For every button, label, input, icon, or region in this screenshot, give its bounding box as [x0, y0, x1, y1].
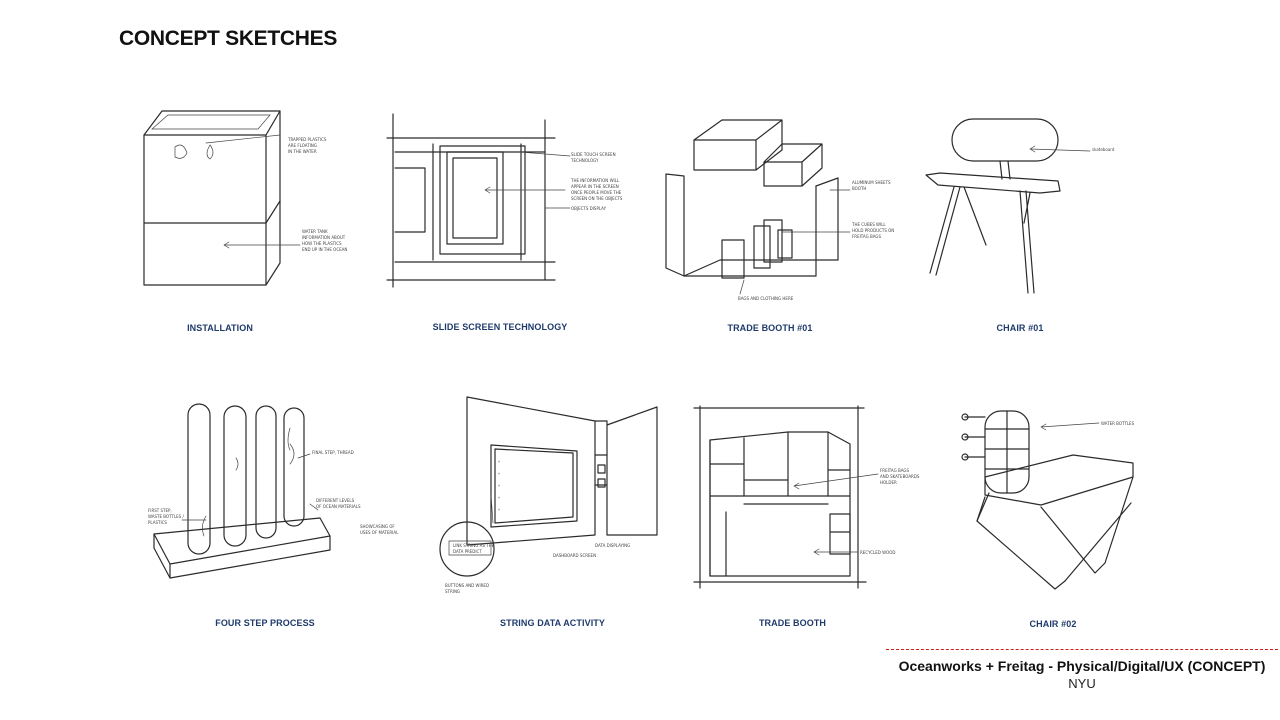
svg-text:LINK STRING AS THE: LINK STRING AS THE [453, 543, 495, 548]
svg-text:BUTTONS AND WIRED: BUTTONS AND WIRED [445, 583, 490, 588]
caption-chair-02: CHAIR #02 [1029, 619, 1077, 629]
svg-text:WASTE BOTTLES /: WASTE BOTTLES / [148, 514, 184, 519]
caption-four-step: FOUR STEP PROCESS [215, 618, 315, 628]
caption-trade-booth-01: TRADE BOOTH #01 [727, 323, 813, 333]
svg-text:HOLD PRODUCTS ON: HOLD PRODUCTS ON [852, 228, 895, 233]
caption-string-data: STRING DATA ACTIVITY [500, 618, 605, 628]
installation-sketch [130, 105, 360, 295]
svg-text:HOW THE PLASTICS: HOW THE PLASTICS [302, 241, 342, 246]
svg-text:PLASTICS: PLASTICS [148, 520, 167, 525]
caption-installation: INSTALLATION [187, 323, 253, 333]
svg-text:WATER TANK: WATER TANK [302, 229, 328, 234]
slide-screen-sketch [385, 112, 635, 292]
caption-slide-screen: SLIDE SCREEN TECHNOLOGY [432, 322, 568, 332]
svg-text:ARE FLOATING: ARE FLOATING [288, 143, 317, 148]
svg-text:END UP IN THE OCEAN: END UP IN THE OCEAN [302, 247, 348, 252]
svg-text:APPEAR IN THE SCREEN: APPEAR IN THE SCREEN [571, 184, 619, 189]
svg-text:DIFFERENT LEVELS: DIFFERENT LEVELS [316, 498, 355, 503]
svg-text:TRAPPED PLASTICS: TRAPPED PLASTICS [288, 137, 327, 142]
svg-text:FINAL STEP, THREAD: FINAL STEP, THREAD [312, 450, 354, 455]
chair01-annotation: skateboard [1092, 147, 1115, 152]
svg-text:IN THE WATER: IN THE WATER [288, 149, 317, 154]
svg-text:INFORMATION ABOUT: INFORMATION ABOUT [302, 235, 346, 240]
trade-booth-01-sketch [660, 118, 900, 303]
slide-title: CONCEPT SKETCHES [119, 27, 338, 50]
svg-text:FREITAG BAGS: FREITAG BAGS [852, 234, 882, 239]
svg-text:ONCE PEOPLE MOVE THE: ONCE PEOPLE MOVE THE [571, 190, 622, 195]
svg-text:THE INFORMATION WILL: THE INFORMATION WILL [571, 178, 620, 183]
svg-text:FREITAG BAGS: FREITAG BAGS [880, 468, 910, 473]
svg-text:STRING: STRING [445, 589, 461, 594]
svg-text:OF OCEAN MATERIALS: OF OCEAN MATERIALS [316, 504, 361, 509]
footer-divider [886, 649, 1278, 650]
footer-title: Oceanworks + Freitag - Physical/Digital/UX (CONCEPT) [898, 658, 1266, 674]
svg-text:HOLDER: HOLDER [880, 480, 897, 485]
chair-01-sketch [920, 115, 1180, 300]
string-data-sketch [435, 395, 665, 595]
caption-trade-booth: TRADE BOOTH [758, 618, 827, 628]
svg-text:DASHBOARD SCREEN: DASHBOARD SCREEN [553, 553, 597, 558]
svg-text:USES OF MATERIAL: USES OF MATERIAL [360, 530, 399, 535]
chair-02-sketch [955, 403, 1180, 593]
svg-text:THE CUBES WILL: THE CUBES WILL [852, 222, 886, 227]
svg-text:WATER BOTTLES: WATER BOTTLES [1101, 421, 1135, 426]
svg-text:DATA PREDICT: DATA PREDICT [453, 549, 482, 554]
svg-text:TECHNOLOGY: TECHNOLOGY [571, 158, 599, 163]
svg-text:BOOTH: BOOTH [852, 186, 867, 191]
svg-text:RECYCLED WOOD: RECYCLED WOOD [860, 550, 896, 555]
svg-text:SHOWCASING OF: SHOWCASING OF [360, 524, 395, 529]
svg-text:FIRST STEP,: FIRST STEP, [148, 508, 172, 513]
svg-text:OBJECTS DISPLAY: OBJECTS DISPLAY [571, 206, 607, 211]
svg-text:BAGS AND CLOTHING HERE: BAGS AND CLOTHING HERE [738, 296, 794, 301]
footer-subtitle: NYU [1068, 676, 1096, 691]
svg-text:ALUMINUM SHEETS: ALUMINUM SHEETS [852, 180, 891, 185]
four-step-sketch [140, 398, 410, 593]
trade-booth-sketch [690, 404, 930, 594]
svg-text:AND SKATEBOARDS: AND SKATEBOARDS [880, 474, 920, 479]
svg-text:SLIDE TOUCH SCREEN: SLIDE TOUCH SCREEN [571, 152, 616, 157]
svg-text:SCREEN ON THE OBJECTS: SCREEN ON THE OBJECTS [571, 196, 623, 201]
caption-chair-01: CHAIR #01 [996, 323, 1044, 333]
svg-text:DATA DISPLAYING: DATA DISPLAYING [595, 543, 631, 548]
